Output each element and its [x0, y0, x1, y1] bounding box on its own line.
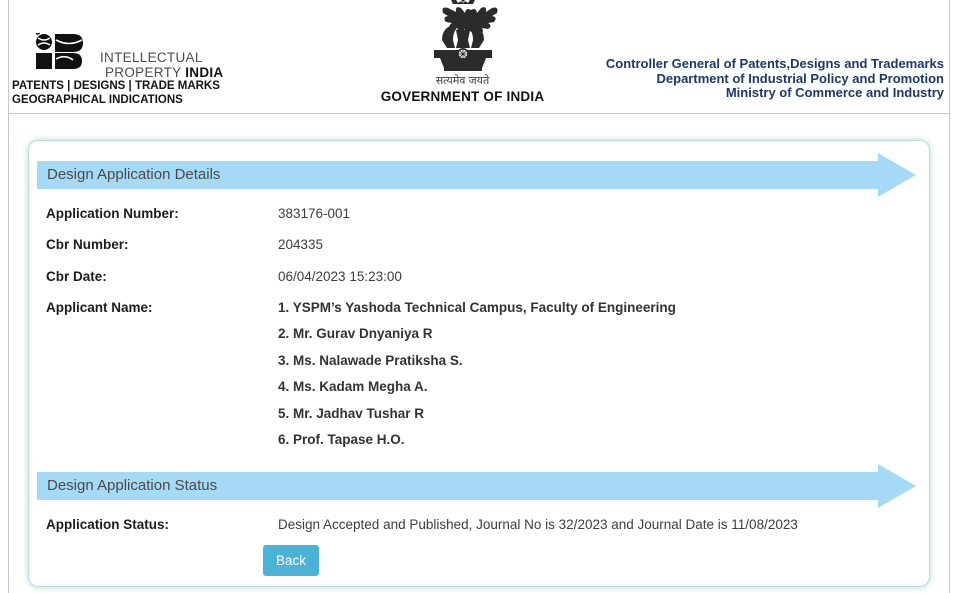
back-button[interactable]: Back [263, 545, 319, 576]
applicant-item: 6. Prof. Tapase H.O. [278, 431, 405, 447]
application-status-row [46, 517, 798, 532]
status-arrow-icon [878, 464, 916, 508]
cbr-date-value: 06/04/2023 15:23:00 [278, 269, 402, 284]
cbr-number-row [46, 237, 323, 252]
cbr-number-value: 204335 [278, 237, 324, 252]
applicant-item: 3. Ms. Nalawade Pratiksha S. [278, 352, 463, 368]
applicant-item: 4. Ms. Kadam Megha A. [278, 379, 428, 395]
logo-text-intellectual: INTELLECTUAL [100, 50, 203, 65]
applicant-item: 5. Mr. Jadhav Tushar R [278, 405, 425, 421]
logo-text-patents-designs-trademarks: PATENTS | DESIGNS | TRADE MARKS [12, 80, 220, 92]
status-section-title: Design Application Status [47, 477, 218, 494]
ministry-text [606, 57, 944, 101]
status-section-header [37, 472, 878, 500]
ministry-line-2: Department of Industrial Policy and Promotion [656, 70, 944, 86]
header-divider [8, 113, 950, 114]
application-number-label: Application Number: [46, 206, 179, 221]
ashoka-emblem-icon [420, 0, 506, 74]
details-arrow-icon [878, 153, 916, 197]
ministry-line-1: Controller General of Patents,Designs and Trademarks [605, 56, 944, 71]
government-emblem-block [370, 0, 555, 104]
applicant-name-label: Applicant Name: [46, 300, 153, 315]
application-status-value: Design Accepted and Published, Journal No is 32/2023 and Journal Date is 11/08/2023 [278, 517, 798, 532]
cbr-date-label: Cbr Date: [46, 269, 107, 284]
government-of-india-title: GOVERNMENT OF INDIA [380, 89, 545, 104]
application-status-label: Application Status: [46, 517, 170, 532]
ministry-line-3: Ministry of Commerce and Industry [725, 85, 944, 100]
details-section-header [37, 161, 878, 189]
applicant-item: 1. YSPM’s Yashoda Technical Campus, Faculty of Engineering [278, 300, 676, 315]
cbr-number-label: Cbr Number: [46, 237, 129, 252]
logo-text-geographical-indications: GEOGRAPHICAL INDICATIONS [12, 94, 183, 106]
details-section-title: Design Application Details [47, 166, 221, 183]
logo-text-property-india [105, 65, 223, 80]
emblem-motto: सत्यमेव जयते [435, 75, 490, 87]
cbr-date-row [46, 269, 402, 284]
applicant-name-row [46, 300, 676, 458]
applicant-list [278, 300, 676, 458]
logo-text-property: PROPERTY [105, 65, 186, 80]
application-number-value: 383176-001 [278, 206, 351, 221]
ipindia-logo-icon [35, 33, 97, 79]
application-details-card [28, 140, 930, 587]
application-number-row [46, 206, 350, 221]
logo-text-india: INDIA [185, 65, 224, 80]
applicant-item: 2. Mr. Gurav Dnyaniya R [278, 326, 433, 342]
